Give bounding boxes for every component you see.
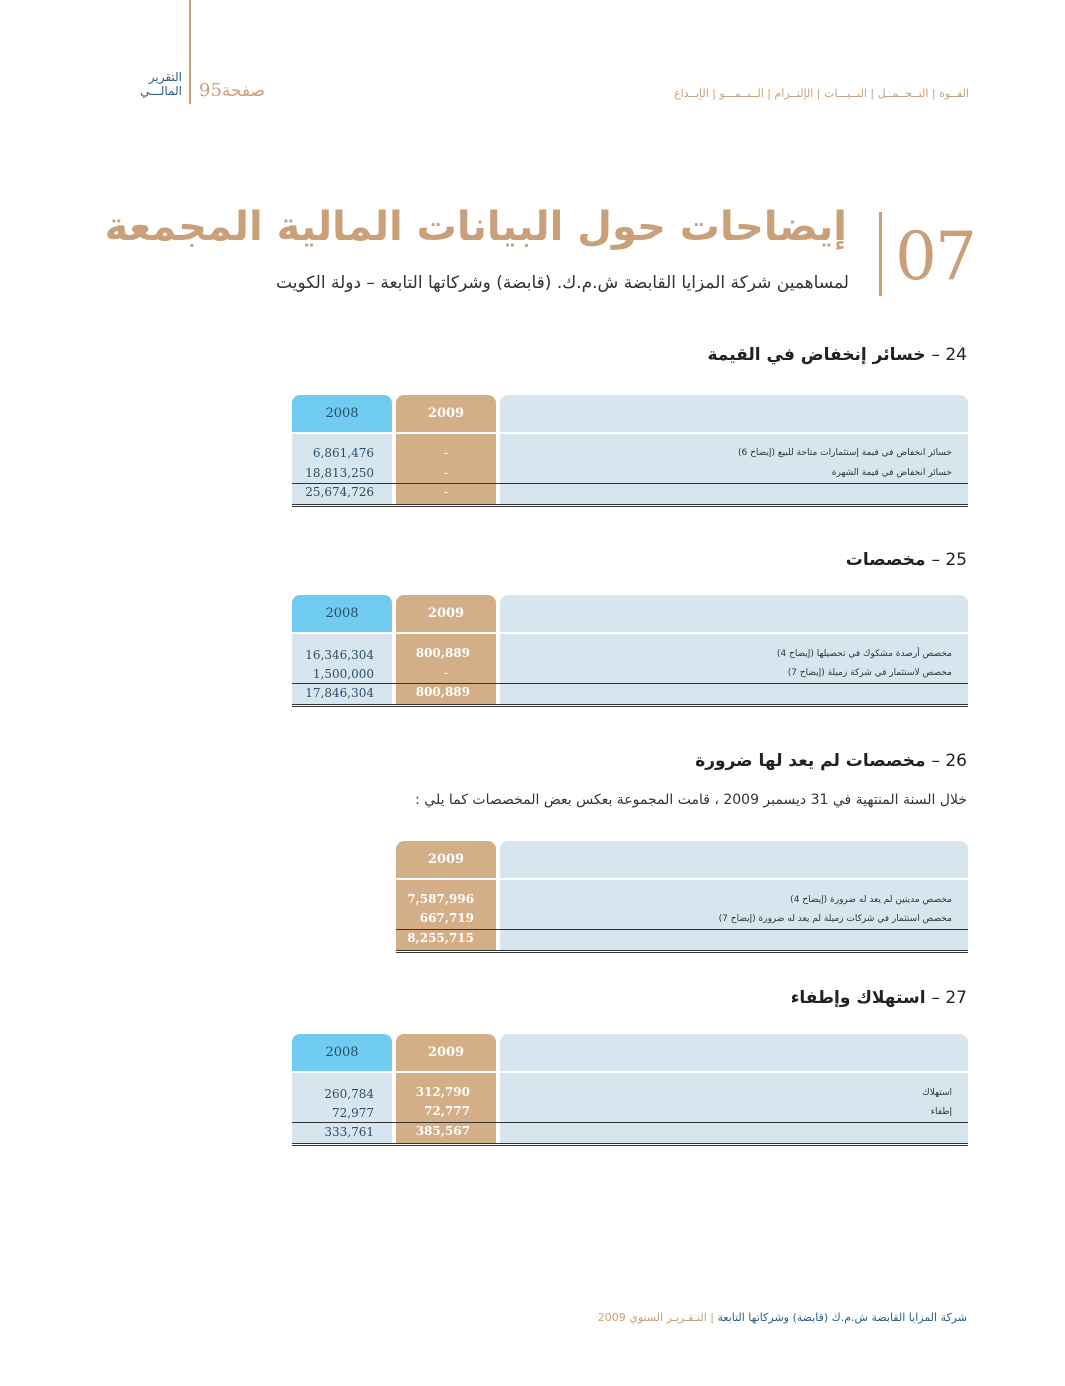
note25-number: 25 – (931, 550, 967, 570)
page-number: 95 (199, 80, 222, 101)
page-footer (598, 1311, 967, 1324)
note25-title: مخصصات (845, 550, 926, 570)
note26-row2-desc: مخصص استثمار في شركات زميلة لم يعد له ضرورة (إيضاح 7) (718, 914, 952, 924)
note24-total-2008: 25,674,726 (305, 485, 374, 499)
note25-header-2009: 2009 (396, 595, 496, 632)
page-indicator (199, 80, 265, 101)
note24-number: 24 – (931, 345, 967, 365)
note24-row1-2009: - (443, 446, 449, 460)
note27-row1-2009: 312,790 (415, 1085, 470, 1099)
chapter-number: 07 (895, 218, 975, 295)
note25-total-2008: 17,846,304 (305, 686, 374, 700)
note26-header-desc (500, 841, 968, 878)
note27-heading (791, 988, 967, 1008)
note27-row1-2008: 260,784 (324, 1087, 374, 1101)
note24-header-desc (500, 395, 968, 432)
note24-row2-desc: خسائر انخفاض في قيمة الشهرة (831, 468, 952, 478)
note24-row1-desc: خسائر انخفاض في قيمة إستثمارات متاحة للبيع (إيضاح 6) (737, 448, 952, 458)
note27-number: 27 – (931, 988, 967, 1008)
note27-row2-desc: إطفاء (930, 1107, 952, 1117)
note26-title: مخصصات لم يعد لها ضرورة (695, 751, 926, 771)
chapter-title: إيضاحات حول البيانات المالية المجمعة (104, 204, 847, 250)
note25-row2-desc: مخصص لاستثمار في شركة زميلة (إيضاح 7) (787, 668, 952, 678)
note27-subtotal-rule (292, 1122, 968, 1123)
note26-row2-2009: 667,719 (419, 911, 474, 925)
note24-total-2009: - (443, 485, 449, 499)
header-divider-line (189, 0, 191, 104)
note26-table (396, 841, 968, 956)
note26-heading (695, 751, 967, 771)
note26-total-2009: 8,255,715 (407, 931, 474, 945)
note25-total-rule (292, 704, 968, 707)
note25-row1-2008: 16,346,304 (305, 648, 374, 662)
note25-row1-desc: مخصص أرصدة مشكوك في تحصيلها (إيضاح 4) (776, 649, 952, 659)
note27-header-desc (500, 1034, 968, 1071)
note25-header-2008: 2008 (292, 595, 392, 632)
note26-row1-desc: مخصص مدينين لم يعد له ضرورة (إيضاح 4) (790, 895, 952, 905)
note25-row1-2009: 800,889 (415, 646, 470, 660)
note26-header-2009: 2009 (396, 841, 496, 878)
note27-row2-2009: 72,777 (424, 1104, 470, 1118)
note26-subtotal-rule (396, 929, 968, 930)
footer-report: | التـقـريـر السنوي 2009 (597, 1311, 714, 1324)
note24-row1-2008: 6,861,476 (312, 446, 374, 460)
note26-paragraph: خلال السنة المنتهية في 31 ديسمبر 2009 ، قامت المجموعة بعكس بعض المخصصات كما يلي : (415, 792, 967, 808)
note24-header-2009: 2009 (396, 395, 496, 432)
note27-row2-2008: 72,977 (332, 1106, 374, 1120)
report-label-line2: المالـــي (140, 84, 182, 98)
report-label-line1: التقرير (148, 70, 182, 84)
values-line: القــوة | التــحــمــل | النــيـــات | الإلتــزام | الــنــمـــو | الإبــداع (674, 87, 969, 100)
footer-company: شركة المزايا القابضة ش.م.ك (قابضة) وشركاتها التابعة (717, 1311, 967, 1324)
note25-row2-2009: - (443, 666, 449, 680)
note25-subtotal-rule (292, 683, 968, 684)
note26-row1-2009: 7,587,996 (407, 892, 474, 906)
note26-total-rule (396, 950, 968, 953)
note25-heading (846, 550, 967, 570)
note24-subtotal-rule (292, 483, 968, 484)
note27-total-2009: 385,567 (415, 1124, 470, 1138)
note25-row2-2008: 1,500,000 (312, 667, 374, 681)
note24-row2-2009: - (443, 466, 449, 480)
note24-heading (708, 345, 968, 365)
chapter-subtitle: لمساهمين شركة المزايا القابضة ش.م.ك. (قابضة) وشركاتها التابعة – دولة الكويت (276, 273, 849, 293)
note24-table (292, 395, 968, 510)
chapter-divider (879, 212, 882, 296)
note24-title: خسائر إنخفاض في القيمة (707, 345, 926, 365)
note27-total-rule (292, 1143, 968, 1146)
note24-header-2008: 2008 (292, 395, 392, 432)
note26-number: 26 – (931, 751, 967, 771)
note25-table (292, 595, 968, 710)
note27-title: استهلاك وإطفاء (790, 988, 926, 1008)
note24-total-rule (292, 504, 968, 507)
note27-total-2008: 333,761 (324, 1125, 374, 1139)
note24-row2-2008: 18,813,250 (305, 466, 374, 480)
note27-table (292, 1034, 968, 1149)
report-label (136, 70, 182, 98)
note25-header-desc (500, 595, 968, 632)
note25-total-2009: 800,889 (415, 685, 470, 699)
note27-row1-desc: استهلاك (922, 1088, 952, 1098)
note27-header-2008: 2008 (292, 1034, 392, 1071)
note27-header-2009: 2009 (396, 1034, 496, 1071)
page-label: صفحة (221, 81, 266, 101)
